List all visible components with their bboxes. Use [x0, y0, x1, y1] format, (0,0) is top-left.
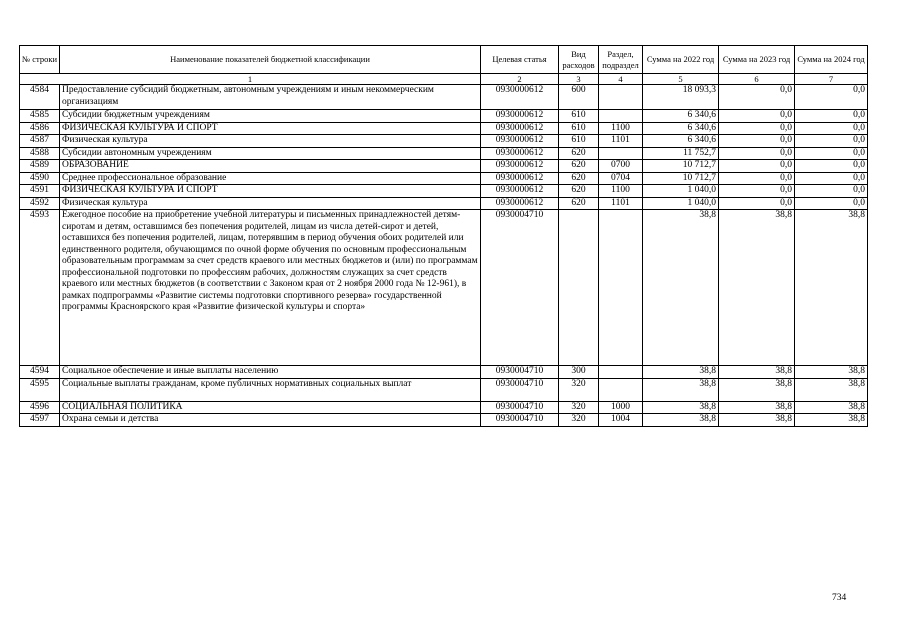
row-number: 4596 — [20, 401, 60, 414]
sum-2024: 0,0 — [795, 172, 868, 185]
indicator-name: СОЦИАЛЬНАЯ ПОЛИТИКА — [60, 401, 481, 414]
sum-2023: 38,8 — [719, 414, 795, 427]
sum-2024: 0,0 — [795, 110, 868, 123]
row-number: 4586 — [20, 122, 60, 135]
target-article: 0930004710 — [481, 210, 559, 366]
section-code: 1100 — [599, 122, 643, 135]
expense-type: 620 — [559, 172, 599, 185]
column-number-row — [20, 74, 868, 85]
indicator-name: Физическая культура — [60, 197, 481, 210]
row-number: 4584 — [20, 85, 60, 110]
target-article: 0930004710 — [481, 366, 559, 379]
header-row-number: № строки — [20, 46, 60, 74]
sum-2023: 38,8 — [719, 378, 795, 401]
sum-2023: 0,0 — [719, 110, 795, 123]
indicator-name: Социальное обеспечение и иные выплаты населению — [60, 366, 481, 379]
row-number: 4587 — [20, 135, 60, 148]
row-number: 4593 — [20, 210, 60, 366]
table-row — [20, 414, 868, 427]
row-number: 4590 — [20, 172, 60, 185]
target-article: 0930000612 — [481, 185, 559, 198]
sum-2022: 18 093,3 — [643, 85, 719, 110]
header-indicator-name: Наименование показателей бюджетной классификации — [60, 46, 481, 74]
indicator-name: Физическая культура — [60, 135, 481, 148]
page-number: 734 — [832, 593, 847, 603]
sum-2023: 0,0 — [719, 160, 795, 173]
sum-2022: 10 712,7 — [643, 160, 719, 173]
indicator-name: Социальные выплаты гражданам, кроме публичных нормативных социальных выплат — [60, 378, 481, 401]
sum-2024: 38,8 — [795, 210, 868, 366]
sum-2022: 38,8 — [643, 414, 719, 427]
sum-2024: 0,0 — [795, 147, 868, 160]
sum-2024: 38,8 — [795, 366, 868, 379]
indicator-name: Ежегодное пособие на приобретение учебной литературы и письменных принадлежностей детям-сиротам и детям, оставшимся без попечения родителей, лицам из числа детей-сирот и детей, оставшихся без попечения родителей, лицам, потерявшим в период обучения обоих родителей или единственного родителя, обучающимся по очной форме обучения по основным профессиональным образовательным программам за счет средств краевого или местных бюджетов и (или) по программам профессиональной подготовки по профессиям рабочих, должностям служащих за счет средств краевого или местных бюджетов (в соответствии с Законом края от 2 ноября 2000 года № 12-961), в рамках подпрограммы «Развитие системы подготовки спортивного резерва» государственной программы Красноярского края «Развитие физической культуры и спорта» — [60, 210, 481, 366]
sum-2022: 1 040,0 — [643, 185, 719, 198]
row-number: 4592 — [20, 197, 60, 210]
section-code: 1101 — [599, 135, 643, 148]
sum-2024: 0,0 — [795, 135, 868, 148]
target-article: 0930000612 — [481, 160, 559, 173]
sum-2022: 10 712,7 — [643, 172, 719, 185]
column-number: 5 — [643, 74, 719, 85]
row-number: 4585 — [20, 110, 60, 123]
section-code: 1004 — [599, 414, 643, 427]
sum-2022: 38,8 — [643, 366, 719, 379]
sum-2022: 38,8 — [643, 210, 719, 366]
header-target-article: Целевая статья — [481, 46, 559, 74]
section-code: 0700 — [599, 160, 643, 173]
expense-type: 620 — [559, 185, 599, 198]
sum-2023: 0,0 — [719, 172, 795, 185]
indicator-name: ОБРАЗОВАНИЕ — [60, 160, 481, 173]
target-article: 0930000612 — [481, 122, 559, 135]
section-code: 1100 — [599, 185, 643, 198]
row-number: 4588 — [20, 147, 60, 160]
table-row — [20, 401, 868, 414]
column-number: 1 — [20, 74, 481, 85]
table-row — [20, 160, 868, 173]
sum-2022: 38,8 — [643, 401, 719, 414]
sum-2023: 38,8 — [719, 210, 795, 366]
row-number: 4597 — [20, 414, 60, 427]
section-code — [599, 85, 643, 110]
target-article: 0930000612 — [481, 110, 559, 123]
table-row — [20, 172, 868, 185]
sum-2022: 6 340,6 — [643, 122, 719, 135]
header-row — [20, 46, 868, 74]
section-code — [599, 210, 643, 366]
expense-type: 610 — [559, 135, 599, 148]
header-sum-2022: Сумма на 2022 год — [643, 46, 719, 74]
table-row — [20, 197, 868, 210]
row-number: 4589 — [20, 160, 60, 173]
indicator-name: Предоставление субсидий бюджетным, автономным учреждениям и иным некоммерческим организациям — [60, 85, 481, 110]
section-code: 1000 — [599, 401, 643, 414]
expense-type: 600 — [559, 85, 599, 110]
target-article: 0930000612 — [481, 197, 559, 210]
expense-type: 610 — [559, 110, 599, 123]
section-code — [599, 110, 643, 123]
budget-table — [19, 45, 868, 427]
sum-2023: 0,0 — [719, 147, 795, 160]
sum-2024: 0,0 — [795, 160, 868, 173]
sum-2023: 0,0 — [719, 85, 795, 110]
table-row — [20, 185, 868, 198]
indicator-name: ФИЗИЧЕСКАЯ КУЛЬТУРА И СПОРТ — [60, 122, 481, 135]
sum-2024: 0,0 — [795, 122, 868, 135]
header-section: Раздел, подраздел — [599, 46, 643, 74]
table-row — [20, 366, 868, 379]
row-number: 4595 — [20, 378, 60, 401]
sum-2024: 38,8 — [795, 378, 868, 401]
target-article: 0930000612 — [481, 147, 559, 160]
indicator-name: Охрана семьи и детства — [60, 414, 481, 427]
sum-2024: 38,8 — [795, 401, 868, 414]
table-row — [20, 147, 868, 160]
table-row — [20, 210, 868, 366]
column-number: 2 — [481, 74, 559, 85]
target-article: 0930004710 — [481, 414, 559, 427]
table-row — [20, 110, 868, 123]
section-code — [599, 366, 643, 379]
section-code — [599, 147, 643, 160]
sum-2024: 0,0 — [795, 85, 868, 110]
table-row — [20, 85, 868, 110]
sum-2022: 1 040,0 — [643, 197, 719, 210]
indicator-name: Среднее профессиональное образование — [60, 172, 481, 185]
sum-2024: 0,0 — [795, 197, 868, 210]
expense-type: 300 — [559, 366, 599, 379]
sum-2023: 0,0 — [719, 185, 795, 198]
column-number: 7 — [795, 74, 868, 85]
indicator-name: ФИЗИЧЕСКАЯ КУЛЬТУРА И СПОРТ — [60, 185, 481, 198]
header-expense-type: Вид расходов — [559, 46, 599, 74]
section-code: 1101 — [599, 197, 643, 210]
table-row — [20, 135, 868, 148]
row-number: 4591 — [20, 185, 60, 198]
sum-2022: 38,8 — [643, 378, 719, 401]
section-code — [599, 378, 643, 401]
table-row — [20, 378, 868, 401]
sum-2023: 38,8 — [719, 401, 795, 414]
header-sum-2024: Сумма на 2024 год — [795, 46, 868, 74]
expense-type: 320 — [559, 401, 599, 414]
sum-2024: 0,0 — [795, 185, 868, 198]
sum-2023: 0,0 — [719, 197, 795, 210]
column-number: 4 — [599, 74, 643, 85]
expense-type: 620 — [559, 160, 599, 173]
sum-2022: 11 752,7 — [643, 147, 719, 160]
expense-type: 320 — [559, 414, 599, 427]
expense-type: 620 — [559, 147, 599, 160]
indicator-name: Субсидии бюджетным учреждениям — [60, 110, 481, 123]
target-article: 0930004710 — [481, 401, 559, 414]
header-sum-2023: Сумма на 2023 год — [719, 46, 795, 74]
column-number: 6 — [719, 74, 795, 85]
sum-2022: 6 340,6 — [643, 110, 719, 123]
column-number: 3 — [559, 74, 599, 85]
sum-2023: 0,0 — [719, 122, 795, 135]
target-article: 0930000612 — [481, 172, 559, 185]
expense-type: 320 — [559, 378, 599, 401]
sum-2024: 38,8 — [795, 414, 868, 427]
expense-type: 610 — [559, 122, 599, 135]
table-row — [20, 122, 868, 135]
expense-type — [559, 210, 599, 366]
sum-2023: 38,8 — [719, 366, 795, 379]
target-article: 0930000612 — [481, 85, 559, 110]
expense-type: 620 — [559, 197, 599, 210]
sum-2022: 6 340,6 — [643, 135, 719, 148]
target-article: 0930004710 — [481, 378, 559, 401]
target-article: 0930000612 — [481, 135, 559, 148]
sum-2023: 0,0 — [719, 135, 795, 148]
section-code: 0704 — [599, 172, 643, 185]
indicator-name: Субсидии автономным учреждениям — [60, 147, 481, 160]
row-number: 4594 — [20, 366, 60, 379]
